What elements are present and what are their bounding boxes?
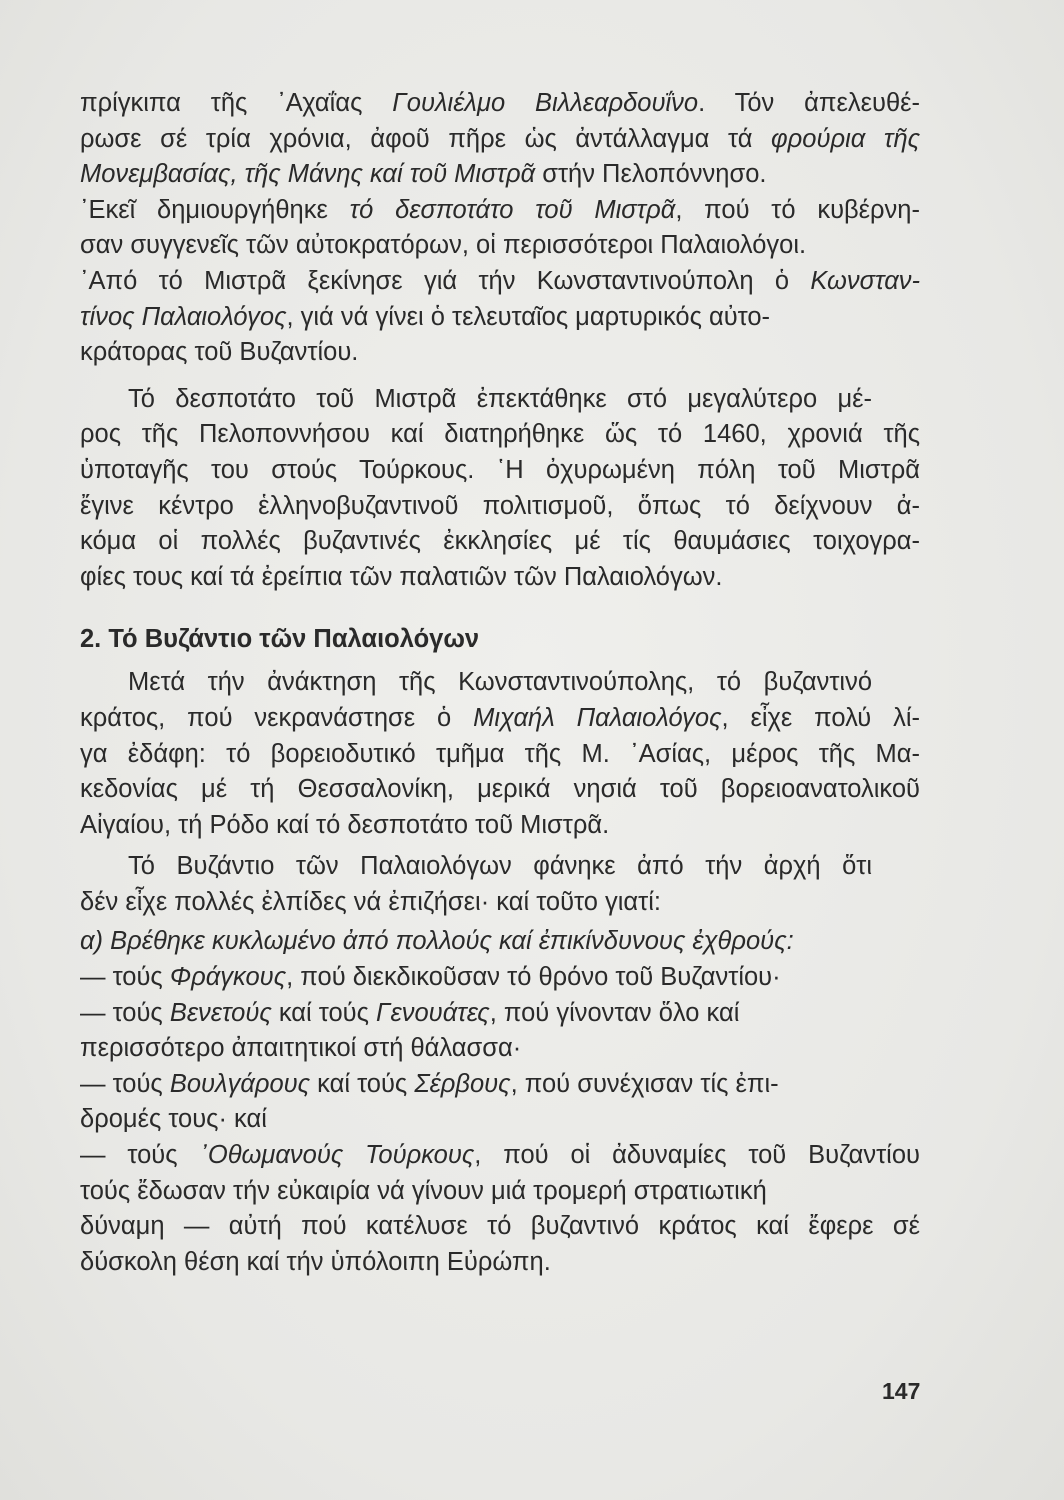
text-span: καί τούς bbox=[271, 998, 376, 1027]
text-span: ᾿Εκεῖ δημιουργήθηκε bbox=[80, 195, 350, 224]
text-span: , πού οἱ ἀδυναμίες τοῦ Βυζαντίου bbox=[474, 1141, 920, 1170]
italic-name: φρούρια τῆς bbox=[771, 124, 921, 153]
italic-name: τό δεσποτάτο τοῦ Μιστρᾶ bbox=[349, 195, 676, 224]
body-text bbox=[80, 86, 920, 1280]
list-heading bbox=[80, 924, 920, 960]
text-line: δύναμη — αὐτή πού κατέλυσε τό βυζαντινό κράτος καί ἔφερε σέ bbox=[80, 1212, 920, 1241]
text-line: δρομές τους· καί bbox=[80, 1105, 267, 1134]
text-span: , πού συνέχισαν τίς ἐπι- bbox=[510, 1069, 779, 1098]
section-heading: 2. Τό Βυζάντιο τῶν Παλαιολόγων bbox=[80, 625, 480, 654]
italic-name: Βουλγάρους bbox=[169, 1069, 311, 1098]
text-span: , πού τό κυβέρνη- bbox=[675, 195, 920, 224]
text-line bbox=[80, 701, 920, 737]
text-line: Τό δεσποτάτο τοῦ Μιστρᾶ ἐπεκτάθηκε στό μεγαλύτερο μέ- bbox=[128, 384, 872, 413]
italic-name: τίνος Παλαιολόγος bbox=[80, 302, 287, 331]
text-span: καί τούς bbox=[310, 1069, 415, 1098]
italic-name: Σέρβους bbox=[414, 1069, 511, 1098]
text-span: — τούς bbox=[80, 1141, 200, 1170]
text-span: , εἶχε πολύ λί- bbox=[721, 703, 921, 732]
text-line bbox=[80, 300, 920, 336]
text-span: . Τόν ἀπελευθέ- bbox=[698, 89, 920, 117]
list-item bbox=[80, 960, 920, 996]
text-span: πρίγκιπα τῆς ᾿Αχαΐας bbox=[80, 89, 393, 117]
text-line: σαν συγγενεῖς τῶν αὐτοκρατόρων, οἱ περισσότεροι Παλαιολόγοι. bbox=[80, 231, 807, 260]
italic-name: Φράγκους bbox=[169, 963, 287, 992]
paragraph bbox=[80, 86, 920, 371]
text-line: κεδονίας μέ τή Θεσσαλονίκη, μερικά νησιά τοῦ βορειοανατολικοῦ bbox=[80, 775, 920, 804]
paragraph bbox=[80, 665, 920, 843]
text-line: κράτορας τοῦ Βυζαντίου. bbox=[80, 338, 359, 367]
list-item bbox=[80, 1067, 920, 1103]
text-line: δέν εἶχε πολλές ἐλπίδες νά ἐπιζήσει· καί τοῦτο γιατί: bbox=[80, 887, 661, 916]
text-line: τούς ἔδωσαν τήν εὐκαιρία νά γίνουν μιά τρομερή στρατιωτική bbox=[80, 1176, 767, 1205]
text-line: ὑποταγῆς του στούς Τούρκους. ῾Η ὀχυρωμένη πόλη τοῦ Μιστρᾶ bbox=[80, 455, 920, 484]
italic-name: Κωνσταν- bbox=[810, 266, 920, 295]
paragraph bbox=[80, 382, 920, 596]
text-line: κόμα οἱ πολλές βυζαντινές ἐκκλησίες μέ τίς θαυμάσιες τοιχογρα- bbox=[80, 527, 920, 556]
text-span: — τούς bbox=[80, 1069, 170, 1098]
enemy-list bbox=[80, 960, 920, 1280]
text-line: Τό Βυζάντιο τῶν Παλαιολόγων φάνηκε ἀπό τήν ἀρχή ὅτι bbox=[128, 852, 872, 881]
text-line bbox=[80, 193, 920, 229]
text-line: α) Βρέθηκε κυκλωμένο ἀπό πολλούς καί ἐπικίνδυνους ἐχθρούς: bbox=[80, 927, 794, 956]
text-line bbox=[80, 157, 920, 193]
text-span: ᾿Από τό Μιστρᾶ ξεκίνησε γιά τήν Κωνσταντινούπολη ὁ bbox=[80, 266, 811, 295]
page-number: 147 bbox=[882, 1378, 921, 1404]
list-item bbox=[80, 1138, 920, 1174]
italic-name: ᾿Οθωμανούς Τούρκους bbox=[199, 1141, 475, 1170]
text-span: ρωσε σέ τρία χρόνια, ἀφοῦ πῆρε ὡς ἀντάλλαγμα τά bbox=[80, 124, 772, 153]
text-line: φίες τους καί τά ἐρείπια τῶν παλατιῶν τῶν Παλαιολόγων. bbox=[80, 562, 723, 591]
italic-name: Μιχαήλ Παλαιολόγος bbox=[473, 703, 722, 732]
text-span: , πού διεκδικοῦσαν τό θρόνο τοῦ Βυζαντίου· bbox=[286, 963, 781, 992]
text-line bbox=[80, 122, 920, 158]
italic-name: Γενουάτες bbox=[376, 998, 490, 1027]
text-span: — τούς bbox=[80, 963, 170, 992]
text-line: περισσότερο ἀπαιτητικοί στή θάλασσα· bbox=[80, 1034, 522, 1063]
text-line: Μετά τήν ἀνάκτηση τῆς Κωνσταντινούπολης, τό βυζαντινό bbox=[128, 668, 872, 697]
text-span: στήν Πελοπόννησο. bbox=[535, 160, 767, 189]
paragraph bbox=[80, 849, 920, 920]
text-line: γα ἐδάφη: τό βορειοδυτικό τμῆμα τῆς Μ. ᾿Ασίας, μέρος τῆς Μα- bbox=[80, 739, 920, 768]
italic-name: Μονεμβασίας, τῆς Μάνης καί τοῦ Μιστρᾶ bbox=[80, 160, 536, 189]
italic-name: Βενετούς bbox=[169, 998, 272, 1027]
text-line: Αἰγαίου, τή Ρόδο καί τό δεσποτάτο τοῦ Μιστρᾶ. bbox=[80, 810, 610, 839]
text-line: ρος τῆς Πελοποννήσου καί διατηρήθηκε ὥς τό 1460, χρονιά τῆς bbox=[80, 420, 920, 449]
text-span: — τούς bbox=[80, 998, 170, 1027]
list-item bbox=[80, 996, 920, 1032]
text-line bbox=[80, 264, 920, 300]
text-span: , γιά νά γίνει ὁ τελευταῖος μαρτυρικός αὐτο- bbox=[286, 302, 771, 331]
text-line: ἔγινε κέντρο ἑλληνοβυζαντινοῦ πολιτισμοῦ, ὅπως τό δείχνουν ἀ- bbox=[80, 491, 920, 520]
text-span: κράτος, πού νεκρανάστησε ὁ bbox=[80, 703, 474, 732]
text-line: δύσκολη θέση καί τήν ὑπόλοιπη Εὐρώπη. bbox=[80, 1247, 551, 1276]
italic-name: Γουλιέλμο Βιλλεαρδουΐνο bbox=[392, 89, 699, 117]
text-line bbox=[80, 86, 920, 122]
text-span: , πού γίνονταν ὅλο καί bbox=[489, 998, 740, 1027]
